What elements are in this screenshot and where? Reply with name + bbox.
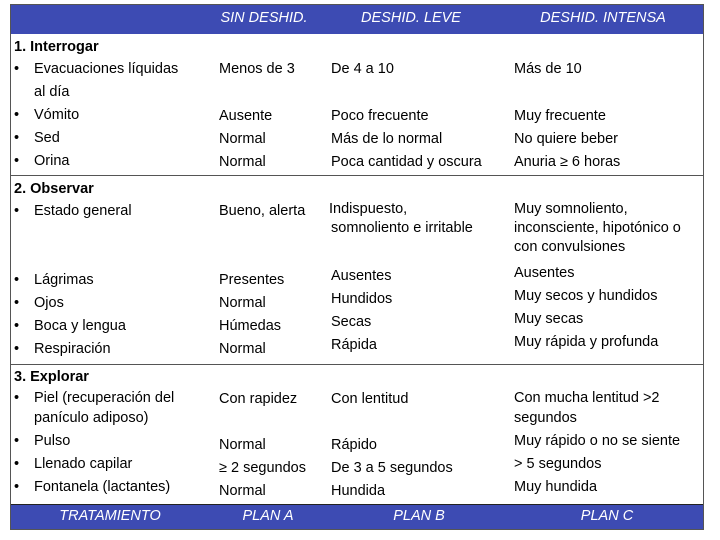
table-footer	[11, 504, 703, 529]
observar-list-2	[14, 269, 126, 361]
header-deshid-leve: DESHID. LEVE	[361, 10, 461, 26]
explorar-list-1	[14, 388, 174, 428]
footer-plan-c: PLAN C	[580, 508, 634, 524]
intensa-cell: Ausentes Muy secos y hundidos Muy secas Muy rápida y profunda	[514, 265, 659, 350]
list-item: • Respiración	[14, 338, 126, 361]
sin-cell: Normal ≥ 2 segundos Normal	[219, 437, 306, 499]
table-header	[11, 5, 703, 34]
sin-cell: Presentes Normal Húmedas Normal	[219, 272, 285, 357]
footer-plan-b: PLAN B	[393, 508, 445, 524]
sin-cell: Ausente Normal Normal	[219, 108, 273, 170]
list-item: • Sed	[14, 127, 178, 150]
list-item: • Estado general	[14, 200, 132, 223]
list-item: • Pulso	[14, 430, 170, 453]
list-item: • Orina	[14, 150, 178, 173]
list-item: • Evacuaciones líquidas al día	[14, 58, 178, 104]
leve-cell: Ausentes Hundidos Secas Rápida	[331, 268, 393, 353]
leve-cell: Indispuesto, somnoliento e irritable	[329, 201, 473, 236]
sin-cell: Con rapidez	[219, 391, 298, 407]
section-title-observar: 2. Observar	[14, 181, 94, 197]
intensa-cell: Muy frecuente No quiere beber Anuria ≥ 6 horas	[514, 108, 621, 170]
sin-cell: Menos de 3	[219, 61, 295, 77]
list-item: • Piel (recuperación del panículo adiposo)	[14, 388, 174, 428]
list-item: • Fontanela (lactantes)	[14, 476, 170, 499]
footer-tratamiento: TRATAMIENTO	[59, 508, 161, 524]
list-item: • Boca y lengua	[14, 315, 126, 338]
header-deshid-intensa: DESHID. INTENSA	[540, 10, 666, 26]
intensa-cell: Muy somnoliento, inconsciente, hipotónico o con convulsiones	[514, 201, 681, 255]
explorar-list-2	[14, 430, 170, 499]
intensa-cell: Con mucha lentitud >2 segundos	[514, 390, 660, 426]
leve-cell: Con lentitud	[331, 391, 409, 407]
intensa-cell: Más de 10	[514, 61, 582, 77]
intensa-cell: Muy rápido o no se siente > 5 segundos Muy hundida	[514, 433, 681, 495]
section-title-interrogar: 1. Interrogar	[14, 39, 99, 55]
list-item: • Llenado capilar	[14, 453, 170, 476]
dehydration-table	[10, 4, 704, 530]
leve-cell: De 4 a 10	[331, 61, 394, 77]
section-divider	[11, 364, 703, 365]
observar-list-1	[14, 200, 132, 223]
footer-plan-a: PLAN A	[242, 508, 294, 524]
section-title-explorar: 3. Explorar	[14, 369, 89, 385]
sin-cell: Bueno, alerta	[219, 203, 306, 219]
interrogar-list	[14, 58, 178, 173]
list-item: • Lágrimas	[14, 269, 126, 292]
leve-cell: Poco frecuente Más de lo normal Poca cantidad y oscura	[331, 108, 482, 170]
list-item: • Vómito	[14, 104, 178, 127]
leve-cell: Rápido De 3 a 5 segundos Hundida	[331, 437, 453, 499]
list-item: • Ojos	[14, 292, 126, 315]
header-sin-deshid: SIN DESHID.	[220, 10, 308, 26]
section-divider	[11, 175, 703, 176]
